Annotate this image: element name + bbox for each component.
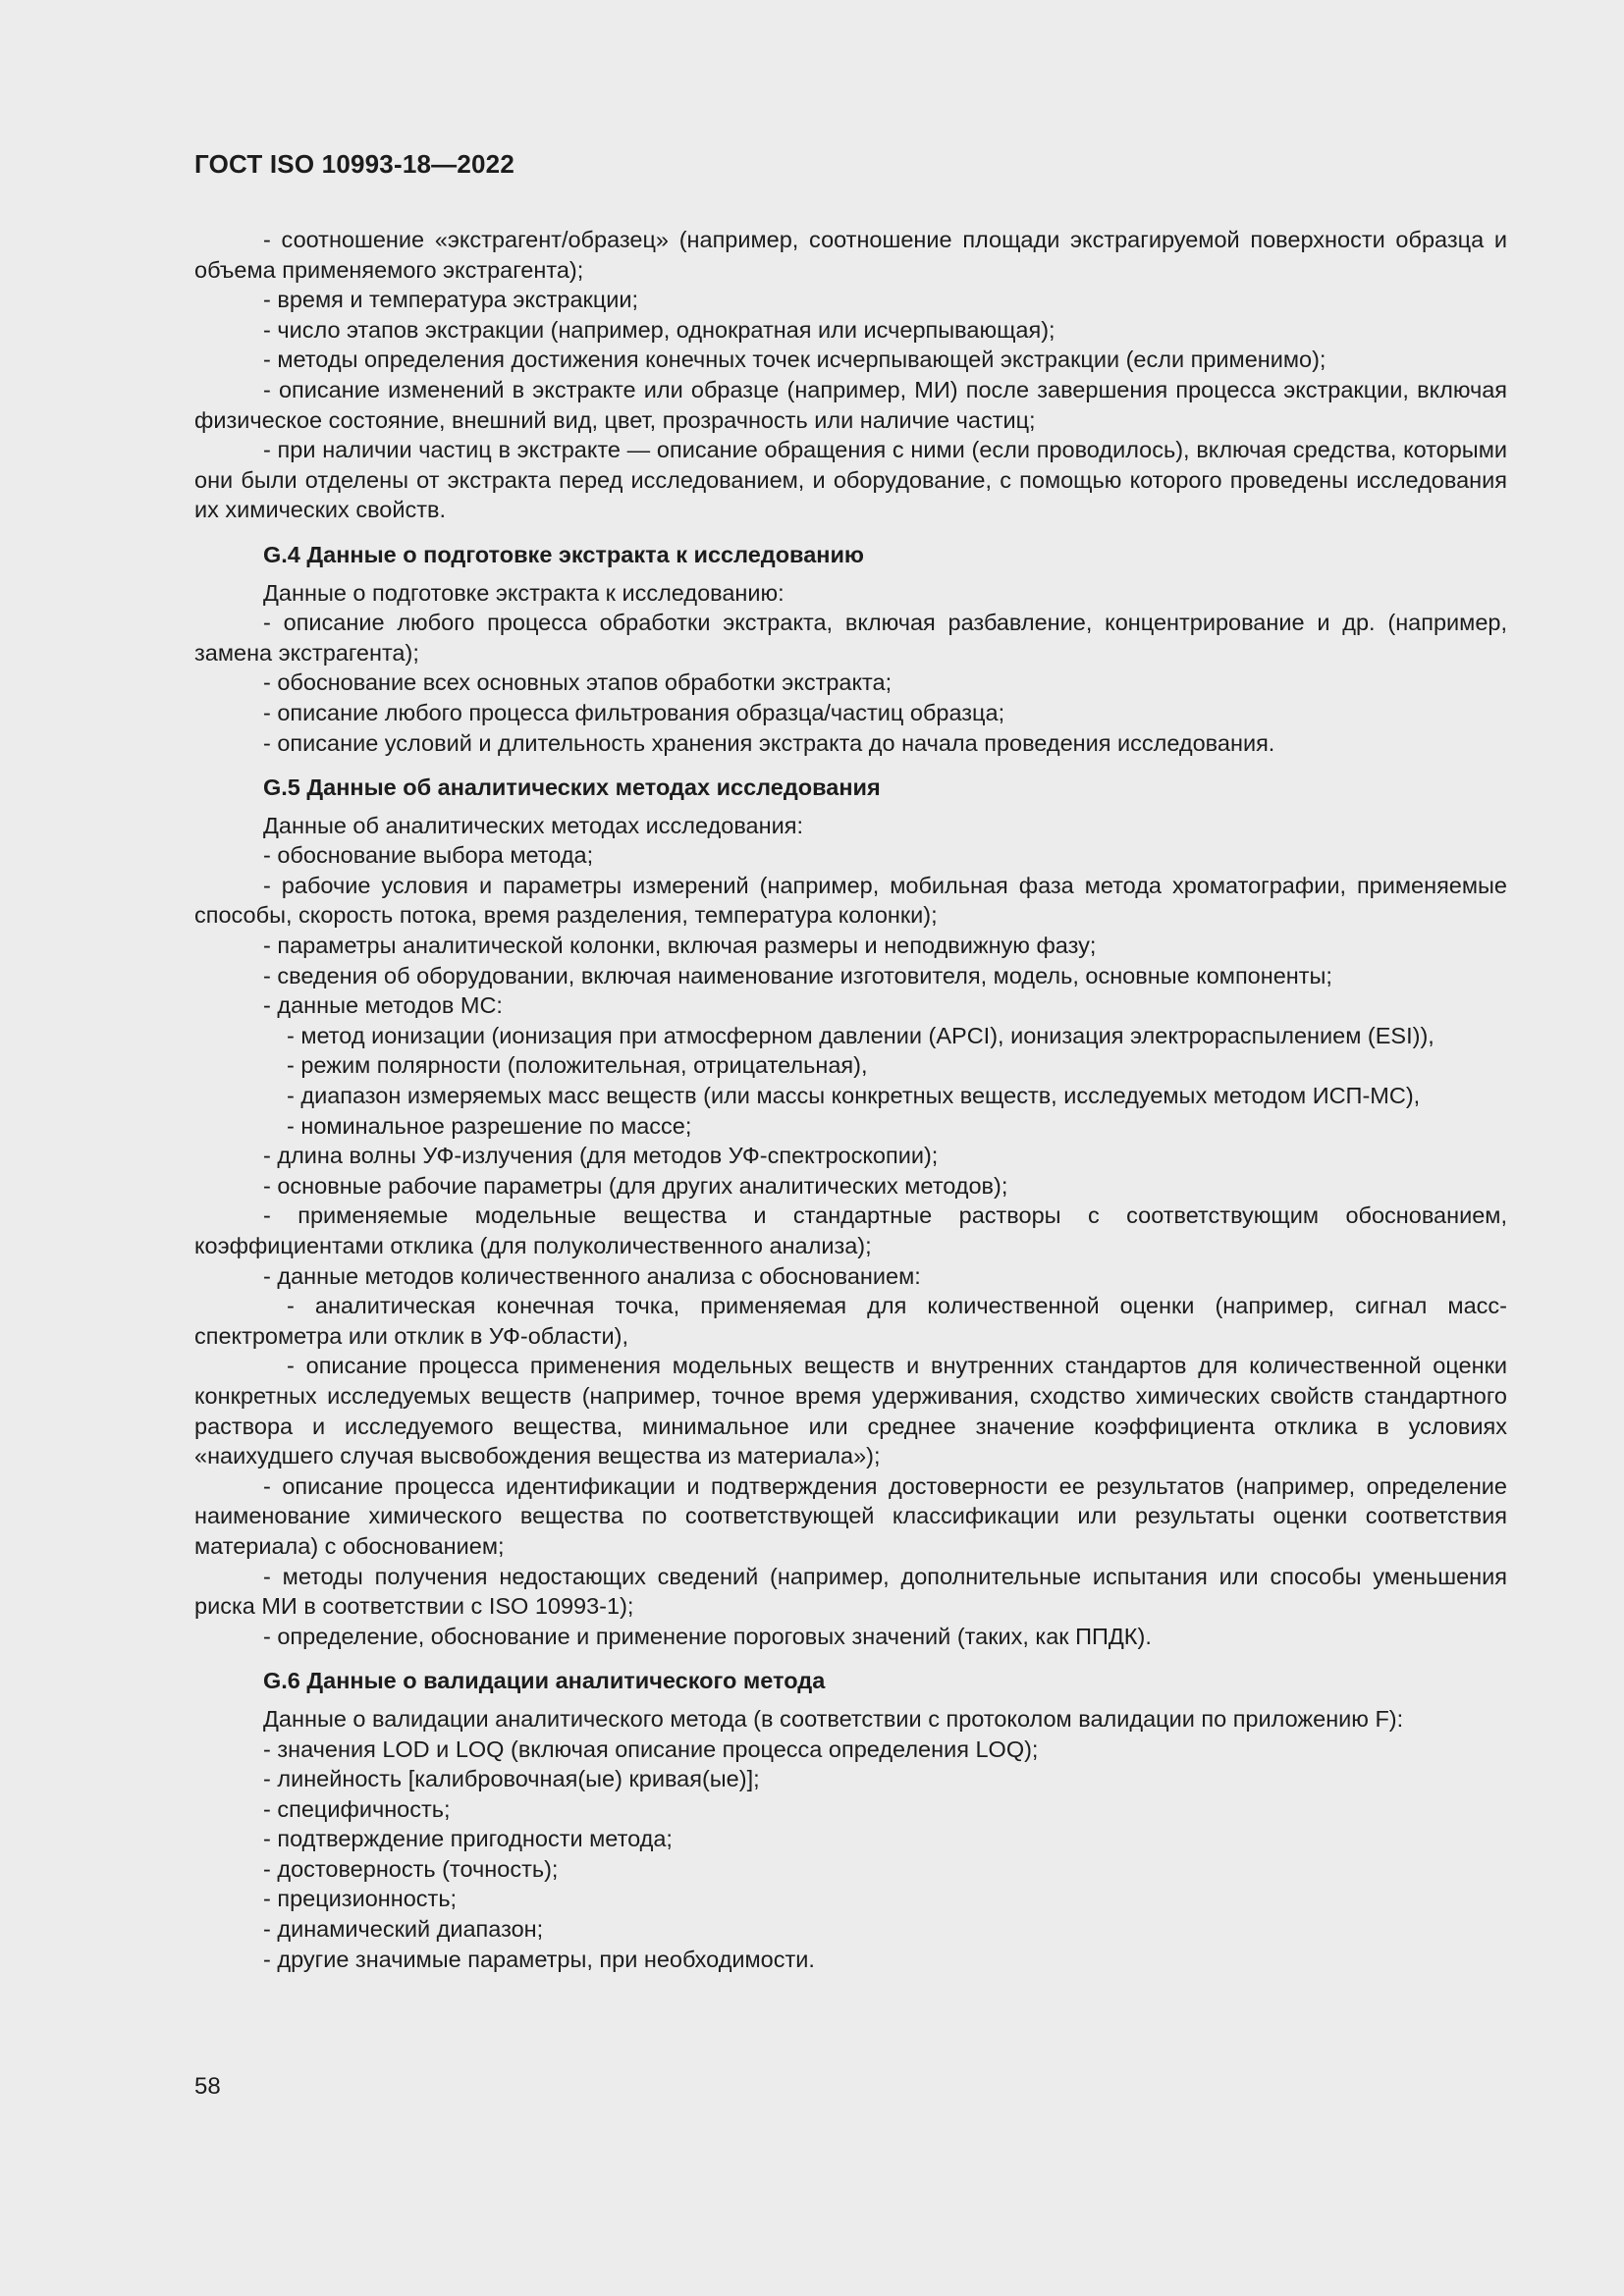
sub-list-item: - номинальное разрешение по массе; — [287, 1112, 692, 1139]
list-item: - сведения об оборудовании, включая наименование изготовителя, модель, основные компоненты; — [263, 962, 1332, 988]
sub-list-item: - диапазон измеряемых масс веществ (или массы конкретных веществ, исследуемых методом ИСП-МС), — [287, 1083, 1421, 1109]
section-intro: Данные о валидации аналитического метода (в соответствии с протоколом валидации по приложению F): — [263, 1705, 1404, 1732]
section-heading: G.5 Данные об аналитических методах исследования — [263, 774, 881, 801]
sub-list-item: - описание процесса применения модельных веществ и внутренних стандартов для количественной оценки конкретных исследуемых веществ (например, точное время удерживания, сходство химических свойств стандартного раствора и исследуемого вещества, минимальное или среднее значение коэффициента отклика в условиях «наихудшего случая высвобождения вещества из материала»); — [194, 1353, 1507, 1469]
list-item: - определение, обоснование и применение пороговых значений (таких, как ППДК). — [263, 1623, 1152, 1649]
list-item: - основные рабочие параметры (для других аналитических методов); — [263, 1172, 1008, 1199]
document-header: ГОСТ ISO 10993-18—2022 — [194, 149, 514, 179]
list-item: - специфичность; — [263, 1795, 451, 1822]
list-item: - время и температура экстракции; — [263, 287, 639, 313]
intro-list — [194, 225, 1507, 525]
page-number: 58 — [194, 2073, 221, 2100]
list-item: - методы получения недостающих сведений (например, дополнительные испытания или способы уменьшения риска МИ в соответствии с ISO 10993-1); — [194, 1563, 1507, 1620]
list-item: - описание условий и длительность хранения экстракта до начала проведения исследования. — [263, 729, 1275, 756]
page-content — [194, 225, 1507, 1974]
sub-list-item: - метод ионизации (ионизация при атмосферном давлении (APCI), ионизация электрораспылением (ESI)), — [287, 1022, 1435, 1048]
list-item: - описание изменений в экстракте или образце (например, МИ) после завершения процесса экстракции, включая физическое состояние, внешний вид, цвет, прозрачность или наличие частиц; — [194, 376, 1507, 433]
section-intro: Данные об аналитических методах исследования: — [263, 812, 803, 838]
section-g5 — [194, 773, 1507, 1651]
list-item: - другие значимые параметры, при необходимости. — [263, 1946, 815, 1972]
list-item: - подтверждение пригодности метода; — [263, 1826, 673, 1852]
list-item: - методы определения достижения конечных точек исчерпывающей экстракции (если применимо); — [263, 347, 1326, 373]
list-item: - число этапов экстракции (например, однократная или исчерпывающая); — [263, 316, 1056, 343]
list-item: - применяемые модельные вещества и стандартные растворы с соответствующим обоснованием, коэффициентами отклика (для полуколичественного анализа); — [194, 1202, 1507, 1258]
list-item: - рабочие условия и параметры измерений (например, мобильная фаза метода хроматографии, применяемые способы, скорость потока, время разделения, температура колонки); — [194, 872, 1507, 929]
section-heading: G.4 Данные о подготовке экстракта к исследованию — [263, 541, 864, 567]
list-item: - при наличии частиц в экстракте — описание обращения с ними (если проводилось), включая средства, которыми они были отделены от экстракта перед исследованием, и оборудование, с помощью которого проведены исследования их химических свойств. — [194, 437, 1507, 523]
list-item: - динамический диапазон; — [263, 1916, 544, 1943]
sub-list-item: - аналитическая конечная точка, применяемая для количественной оценки (например, сигнал масс-спектрометра или отклик в УФ-области), — [194, 1293, 1507, 1349]
list-item: - линейность [калибровочная(ые) кривая(ые)]; — [263, 1766, 760, 1792]
section-g6 — [194, 1666, 1507, 1974]
list-item: - длина волны УФ-излучения (для методов УФ-спектроскопии); — [263, 1143, 939, 1169]
section-intro: Данные о подготовке экстракта к исследованию: — [263, 579, 785, 606]
list-item: - описание любого процесса фильтрования образца/частиц образца; — [263, 699, 1005, 725]
list-item: - значения LOD и LOQ (включая описание процесса определения LOQ); — [263, 1735, 1039, 1762]
list-item: - данные методов МС: — [263, 992, 503, 1019]
list-item: - соотношение «экстрагент/образец» (например, соотношение площади экстрагируемой поверхности образца и объема применяемого экстрагента); — [194, 227, 1507, 283]
list-item: - обоснование выбора метода; — [263, 842, 594, 869]
list-item: - параметры аналитической колонки, включая размеры и неподвижную фазу; — [263, 933, 1097, 959]
list-item: - прецизионность; — [263, 1886, 458, 1912]
section-heading: G.6 Данные о валидации аналитического метода — [263, 1668, 826, 1694]
list-item: - описание любого процесса обработки экстракта, включая разбавление, концентрирование и др. (например, замена экстрагента); — [194, 610, 1507, 666]
list-item: - достоверность (точность); — [263, 1855, 559, 1882]
list-item: - данные методов количественного анализа с обоснованием: — [263, 1262, 921, 1289]
list-item: - обоснование всех основных этапов обработки экстракта; — [263, 669, 893, 696]
list-item: - описание процесса идентификации и подтверждения достоверности ее результатов (например, определение наименование химического вещества по соответствующей классификации или результаты оценки соответствия материала) с обоснованием; — [194, 1472, 1507, 1559]
sub-list-item: - режим полярности (положительная, отрицательная), — [287, 1052, 868, 1079]
section-g4 — [194, 540, 1507, 758]
